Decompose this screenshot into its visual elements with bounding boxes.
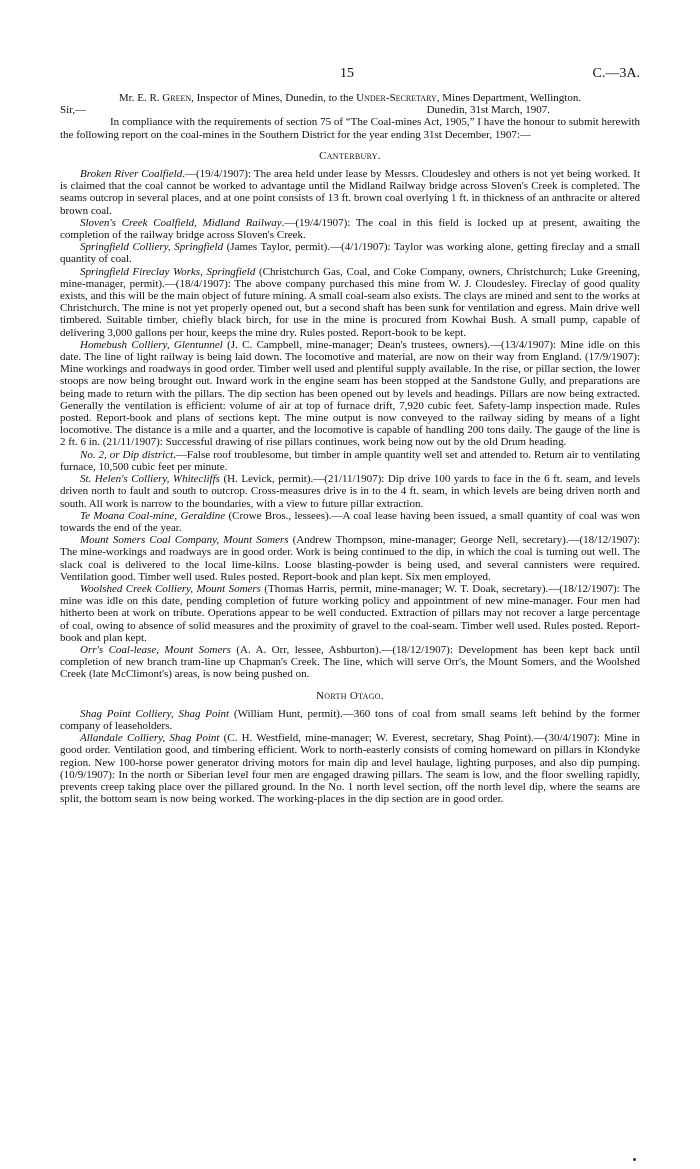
paragraph-text: .—(19/4/1907): The area held under lease by Messrs. Cloudesley and others is not yet being worked. It is claimed that the coal cannot be worked to advantage until the Midland Railway bridge across Sloven's Creek is completed. The seams outcrop in several places, and at one point consists of 13 ft. brown coal overlying 1 ft. in thickness of an anthracite or altered brown coal. [60, 168, 640, 217]
intro-paragraph: In compliance with the requirements of section 75 of “The Coal-mines Act, 1905,” I have the honour to submit herewith the following report on the coal-mines in the Southern District for the year ending 31st December, 1907:— [60, 116, 640, 141]
paragraph-text: (Thomas Harris, permit, mine-manager; W. T. Doak, secretary).—(18/12/1907): The mine was idle on this date, pending completion of future working policy and appointment of new mine-manager. Four men had hitherto been at work on tribute. Operations appear to be well conducted. Extraction of pillars may not recover a large percentage of coal, owing to absence of solid measures and the proximity of gravel to the coal-seam. Timber well used. Rules posted. Report-book and plan kept. [60, 582, 640, 644]
paragraph-text: .—False roof troublesome, but timber in ample quantity well set and attended to. Return air to ventilating furnace, 10,500 cubic feet per minute. [60, 448, 640, 473]
paragraph-text: (J. C. Campbell, mine-manager; Dean's trustees, owners).—(13/4/1907): Mine idle on this date. The line of light railway is being laid down. The locomotive and material, are now on their way from England. (17/9/1907): Mine workings and roadways in good order. Timber well used and plentiful supply available. In the rise, or pillar section, the lower stoops are now being brought out. Inward work in the engine seam has been stopped at the Sandstone Gully, and preparations are being made to return with the pillars. The dip section has been opened out by levels and headings. Pillars are now being extracted. Generally the ventilation is efficient: volume of air at top of furnace drift, 7,920 cubic feet. Safety-lamp inspection made. Rules posted. Report-book and plans of sections kept. The mine output is now conveyed to the railway siding by means of a light locomotive. The distance is a mile and a quarter, and the locomotive is capable of handling 200 tons daily. The gauge of the line is 2 ft. 6 in. (21/11/1907): Successful drawing of rise pillars continues, work being now out by the old Drum heading. [60, 338, 640, 449]
report-paragraph [60, 168, 640, 217]
mine-name: Sloven's Creek Coalfield, Midland Railway [80, 216, 282, 229]
page-mark [633, 1158, 636, 1161]
heading-text: , Inspector of Mines, Dunedin, to the [191, 92, 357, 104]
heading-text: , Mines Department, Wellington. [436, 92, 582, 104]
mine-name: Springfield Fireclay Works, Springfield [80, 265, 256, 278]
mine-name: Allandale Colliery, Shag Point [80, 732, 220, 745]
report-paragraph [60, 732, 640, 805]
heading-text: Mr. E. R. [118, 92, 163, 104]
report-paragraph [60, 708, 640, 732]
report-paragraph [60, 449, 640, 473]
mine-name: Homebush Colliery, Glentunnel [80, 338, 223, 351]
section-title-canterbury: Canterbury. [319, 149, 381, 162]
mine-name: Shag Point Colliery, Shag Point [80, 707, 230, 720]
paragraph-text: (William Hunt, permit).—360 tons of coal from small seams left behind by the former company of leaseholders. [60, 707, 640, 732]
paragraph-text: (James Taylor, permit).—(4/1/1907): Taylor was working alone, getting fireclay and a small quantity of coal. [60, 241, 640, 266]
mine-name: Mount Somers Coal Company, Mount Somers [80, 534, 289, 547]
report-paragraph [60, 583, 640, 644]
salutation-row [60, 104, 640, 116]
page-number: 15 [340, 66, 354, 81]
mine-name: Orr's Coal-lease, Mount Somers [80, 643, 231, 656]
paragraph-text: (Andrew Thompson, mine-manager; George Nell, secretary).—(18/12/1907): The mine-workings and roadways are in good order. Work is being continued to the dip, in which the coal is turning out well. The slack coal is delivered to the local lime-kilns. Loose blasting-powder is being used, and several cannisters were required. Ventilation good. Timber well used. Rules posted. Report-book and plan kept. Six men employed. [60, 534, 641, 583]
report-paragraph [60, 266, 640, 339]
section-code: C.—3A. [592, 66, 640, 81]
report-paragraph [60, 339, 640, 449]
place-date: Dunedin, 31st March, 1907. [426, 104, 550, 117]
report-body [60, 92, 640, 805]
paragraph-text: (Crowe Bros., lessees).—A coal lease having been issued, a small quantity of coal was won towards the end of the year. [60, 509, 641, 534]
mine-name: Springfield Colliery, Springfield [80, 241, 224, 254]
report-paragraph [60, 644, 640, 681]
report-paragraph [60, 510, 640, 534]
mine-name: Woolshed Creek Colliery, Mount Somers [80, 582, 261, 595]
mine-name: Te Moana Coal-mine, Geraldine [80, 509, 226, 522]
paragraph-text: (Christchurch Gas, Coal, and Coke Company, owners, Christchurch; Luke Greening, mine-manager, permit).—(18/4/1907): The above company purchased this mine from W. J. Cloudesley. Fireclay of good quality exists, and this will be the main object of future mining. A small coal-seam also exists. The clays are mined and sent to the works at Christchurch. The mine is not yet properly opened out, but a second shaft has been sunk for ventilation and egress. Main drive well timbered. Suitable timber, chiefly black birch, for use in the mine is procured from Kowhai Bush. A small pump, capable of delivering 3,000 gallons per hour, keeps the mine dry. Rules posted. Report-book to be kept. [60, 265, 640, 339]
report-paragraph [60, 473, 640, 510]
paragraph-text: (A. A. Orr, lessee, Ashburton).—(18/12/1907): Development has been kept back until completion of new branch tram-line up Chapman's Creek. The line, which will serve Orr's, the Mount Somers, and the Woolshed Creek (late McClimont's) areas, is now being pushed on. [60, 643, 641, 681]
report-paragraph [60, 534, 640, 583]
report-paragraph [60, 241, 640, 265]
heading-sender: Green [162, 92, 192, 104]
salutation: Sir,— [60, 104, 87, 117]
report-paragraph [60, 217, 640, 241]
mine-name: No. 2, or Dip district [80, 448, 174, 461]
section-title-north-otago: North Otago. [316, 689, 384, 702]
paragraph-text: (C. H. Westfield, mine-manager; W. Everest, secretary, Shag Point).—(30/4/1907): Mine in good order. Ventilation good, and timbering efficient. Work to north-easterly consists of coming homeward on pillars in Klondyke region. New 100-horse power generator driving motors for main dip and level haulage, lighting purposes, and also dip pumping. (10/9/1907): In the north or Siberian level four men are engaged drawing pillars. The seam is low, and the floor swelling rapidly, prevents creep taking place over the pillared ground. In the No. 1 north level section, off the north level dip, where the seams are split, the bottom seam is now being worked. The working-places in the dip section are in good order. [60, 732, 640, 806]
letter-heading [60, 92, 640, 104]
paragraph-text: .—(19/4/1907): The coal in this field is locked up at present, awaiting the completion of the railway bridge across Sloven's Creek. [60, 216, 640, 242]
mine-name: St. Helen's Colliery, Whitecliffs [80, 473, 220, 486]
paragraph-text: (H. Levick, permit).—(21/11/1907): Dip drive 100 yards to face in the 6 ft. seam, and levels driven north to fault and south to outcrop. Cross-measures drive is in to the 4 ft. seam, in which levels are being driven north and south. All work is narrow to the boundaries, with a view to future pillar extraction. [60, 473, 640, 510]
mine-name: Broken River Coalfield [80, 168, 183, 181]
heading-recipient: Under-Secretary [356, 92, 437, 104]
